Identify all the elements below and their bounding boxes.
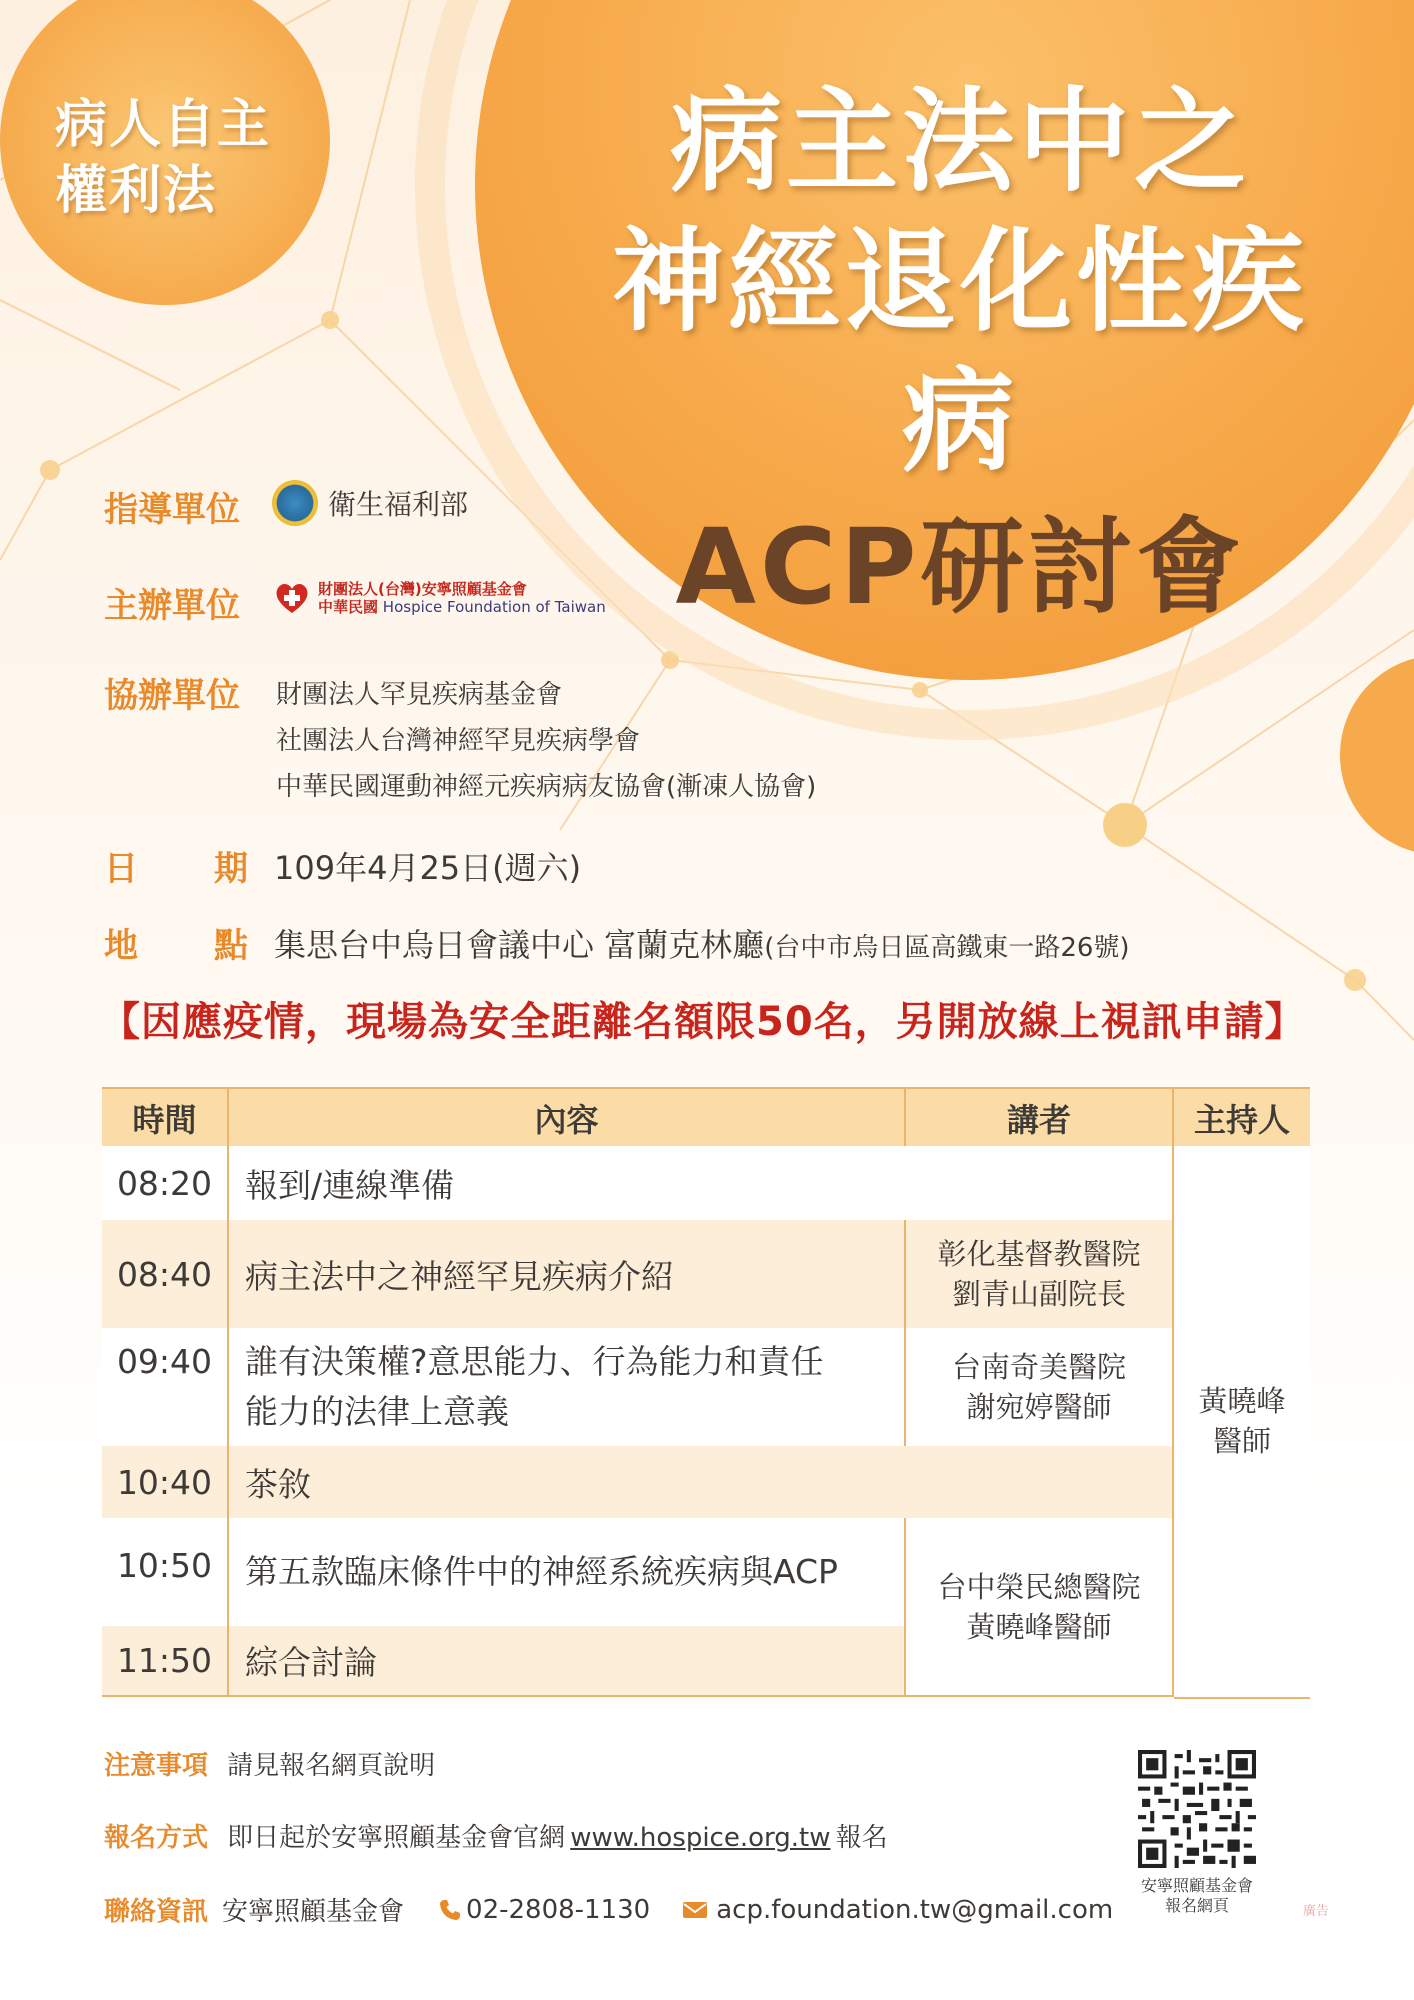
contact-label: 聯絡資訊 bbox=[104, 1897, 209, 1927]
row-content bbox=[228, 1328, 905, 1446]
venue-address: (台中市烏日區高鐵東一路26號) bbox=[764, 933, 1130, 963]
guidance-org: 衛生福利部 bbox=[328, 488, 469, 521]
row-time: 09:40 bbox=[102, 1328, 228, 1446]
header-content: 內容 bbox=[228, 1088, 905, 1146]
qr-code-icon[interactable] bbox=[1138, 1750, 1256, 1868]
host-title: 醫師 bbox=[1212, 1424, 1271, 1458]
covid-notice: 【因應疫情，現場為安全距離名額限50名，另開放線上視訊申請】 bbox=[100, 999, 1306, 1045]
table-row bbox=[102, 1446, 1310, 1518]
row-time: 08:20 bbox=[102, 1146, 228, 1220]
qr-caption bbox=[1112, 1876, 1282, 1916]
table-header-row bbox=[102, 1088, 1310, 1146]
host-cell bbox=[1173, 1146, 1310, 1696]
date-label-b: 期 bbox=[214, 849, 248, 889]
row-time: 11:50 bbox=[102, 1626, 228, 1696]
row-time: 08:40 bbox=[102, 1220, 228, 1328]
host-name: 黃曉峰 bbox=[1198, 1384, 1286, 1418]
header-time: 時間 bbox=[102, 1088, 228, 1146]
organizer-label: 主辦單位 bbox=[104, 586, 240, 626]
contact-phone: 02-2808-1130 bbox=[466, 1894, 651, 1925]
guidance-label: 指導單位 bbox=[104, 490, 240, 530]
phone-icon bbox=[438, 1898, 462, 1922]
row-speaker bbox=[905, 1220, 1173, 1328]
co-organizer-item: 中華民國運動神經元疾病病友協會(漸凍人協會) bbox=[276, 772, 817, 802]
venue-name: 集思台中烏日會議中心 富蘭克林廳 bbox=[274, 926, 765, 964]
table-row bbox=[102, 1220, 1310, 1328]
ad-marker: 廣告 bbox=[1303, 1904, 1330, 1919]
title-line-2: 神經退化性疾病 bbox=[612, 217, 1308, 487]
guidance-row bbox=[104, 482, 240, 531]
table-row bbox=[102, 1328, 1310, 1446]
speaker-name: 劉青山副院長 bbox=[951, 1277, 1126, 1311]
register-link[interactable]: www.hospice.org.tw bbox=[570, 1823, 831, 1853]
speaker-org: 台南奇美醫院 bbox=[951, 1350, 1126, 1384]
venue-label-a: 地 bbox=[104, 926, 138, 966]
qr-caption-line-1: 安寧照顧基金會 bbox=[1140, 1876, 1253, 1895]
moh-logo-icon bbox=[272, 480, 318, 526]
main-title bbox=[560, 72, 1360, 642]
qr-caption-line-2: 報名網頁 bbox=[1164, 1896, 1229, 1915]
hospice-logo-english: Hospice Foundation of Taiwan bbox=[382, 598, 606, 616]
hospice-foundation-logo bbox=[274, 580, 606, 616]
row-content: 報到/連線準備 bbox=[228, 1146, 1173, 1220]
title-line-3: ACP研討會 bbox=[675, 506, 1245, 628]
header-host: 主持人 bbox=[1173, 1088, 1310, 1146]
row-time: 10:50 bbox=[102, 1518, 228, 1626]
speaker-name: 謝宛婷醫師 bbox=[966, 1390, 1112, 1424]
host-bottom-rule bbox=[1174, 1697, 1310, 1699]
row-content: 茶敘 bbox=[228, 1446, 1173, 1518]
speaker-org: 台中榮民總醫院 bbox=[937, 1569, 1141, 1604]
co-organizer-item: 財團法人罕見疾病基金會 bbox=[276, 680, 563, 710]
row-content-line-1: 誰有決策權?意思能力、行為能力和責任 bbox=[245, 1342, 824, 1381]
date-label-a: 日 bbox=[104, 849, 138, 889]
row-content: 第五款臨床條件中的神經系統疾病與ACP bbox=[228, 1518, 905, 1626]
venue-label-b: 點 bbox=[214, 926, 248, 966]
contact-row bbox=[104, 1891, 1113, 1928]
row-time: 10:40 bbox=[102, 1446, 228, 1518]
schedule-table bbox=[102, 1087, 1310, 1697]
contact-email: acp.foundation.tw@gmail.com bbox=[716, 1894, 1114, 1925]
co-organizer-item: 社團法人台灣神經罕見疾病學會 bbox=[276, 726, 641, 756]
hospice-logo-country: 中華民國 bbox=[318, 598, 379, 616]
contact-org: 安寧照顧基金會 bbox=[222, 1897, 405, 1927]
badge-line-1: 病人自主 bbox=[55, 95, 272, 155]
email-icon bbox=[682, 1900, 708, 1920]
venue bbox=[274, 920, 1130, 966]
guidance-value bbox=[272, 480, 468, 526]
title-line-1: 病主法中之 bbox=[670, 77, 1250, 207]
speaker-name: 黃曉峰醫師 bbox=[966, 1609, 1112, 1644]
hospice-heart-icon bbox=[274, 581, 310, 615]
register-text-end: 報名 bbox=[835, 1823, 888, 1853]
co-organizer-row bbox=[104, 668, 240, 717]
row-content: 病主法中之神經罕見疾病介紹 bbox=[228, 1220, 905, 1328]
notes-row bbox=[104, 1745, 435, 1782]
register-row bbox=[104, 1817, 888, 1854]
badge-line-2: 權利法 bbox=[55, 161, 218, 221]
row-content: 綜合討論 bbox=[228, 1626, 905, 1696]
co-organizer-label: 協辦單位 bbox=[104, 676, 240, 716]
header-speaker: 講者 bbox=[905, 1088, 1173, 1146]
table-row bbox=[102, 1146, 1310, 1220]
hospice-logo-name: 財團法人(台灣)安寧照顧基金會 bbox=[318, 580, 527, 598]
event-date: 109年4月25日(週六) bbox=[274, 849, 582, 887]
badge-title bbox=[55, 92, 271, 224]
speaker-org: 彰化基督教醫院 bbox=[937, 1237, 1141, 1271]
table-row bbox=[102, 1518, 1310, 1626]
register-label: 報名方式 bbox=[104, 1823, 209, 1853]
register-text: 即日起於安寧照顧基金會官網 bbox=[227, 1823, 566, 1853]
row-speaker bbox=[905, 1328, 1173, 1446]
organizer-row bbox=[104, 578, 240, 627]
notes-label: 注意事項 bbox=[104, 1751, 209, 1781]
row-speaker bbox=[905, 1518, 1173, 1696]
row-content-line-2: 能力的法律上意義 bbox=[245, 1392, 509, 1431]
notes-value: 請見報名網頁說明 bbox=[227, 1751, 436, 1781]
co-organizer-list bbox=[276, 672, 816, 810]
